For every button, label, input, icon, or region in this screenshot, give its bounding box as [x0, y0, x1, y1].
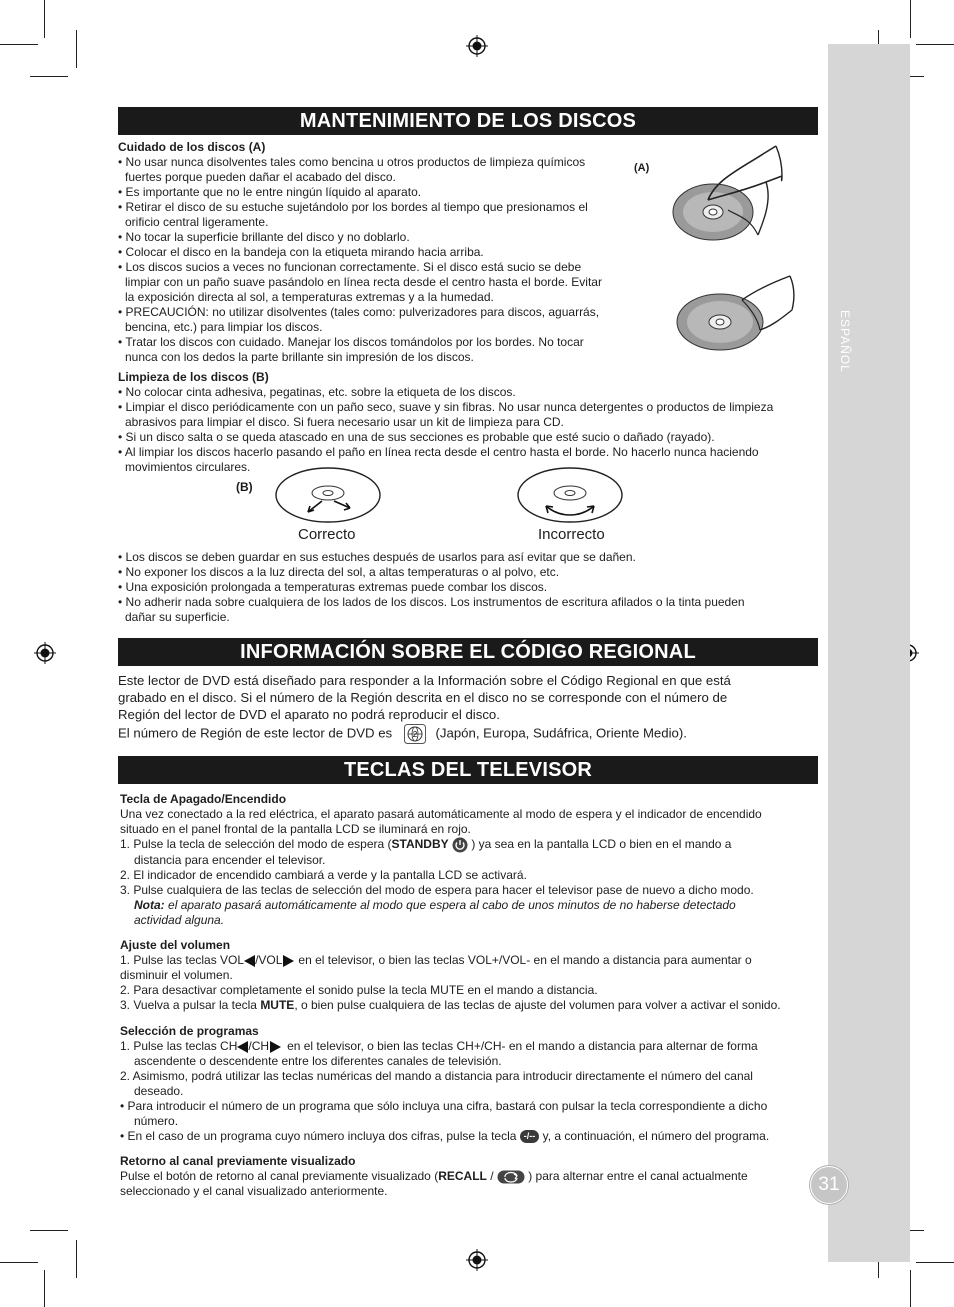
- list-item: número.: [134, 1114, 179, 1128]
- list-item: fuertes porque pueden dañar el acabado del disco.: [125, 170, 396, 184]
- paragraph-line: Este lector de DVD está diseñado para responder a la Información sobre el Código Regional en que está: [118, 673, 731, 688]
- list-item: dañar su superficie.: [125, 610, 230, 624]
- registration-mark-icon: [466, 1249, 488, 1271]
- side-language-label: ESPAÑOL: [838, 310, 852, 373]
- crop-mark: [916, 1262, 954, 1263]
- text-run: /: [486, 1169, 497, 1183]
- hand-holding-disc-illustration: [668, 140, 798, 252]
- text-run: /CH: [248, 1039, 270, 1053]
- note-label: Nota:: [134, 898, 165, 912]
- text-run: ) para alternar entre el canal actualmente: [528, 1169, 748, 1183]
- disc-cleaning-heading: Limpieza de los discos (B): [118, 370, 269, 384]
- list-item: • No usar nunca disolventes tales como bencina u otros productos de limpieza químicos: [118, 155, 586, 169]
- list-item: 3. Pulse cualquiera de las teclas de selección del modo de espera para hacer el televisor pase de nuevo a dicho modo.: [120, 883, 754, 897]
- text-run: en el televisor, o bien las teclas CH+/CH- en el mando a distancia para alternar de forma: [287, 1039, 758, 1053]
- volume-heading: Ajuste del volumen: [120, 938, 231, 952]
- note-line: actividad alguna.: [134, 913, 225, 927]
- list-item: • Retirar el disco de su estuche sujetándolo por los bordes al tiempo que presionamos el: [118, 200, 588, 214]
- disc-cleaning-illustration: [672, 270, 797, 370]
- list-item: bencina, etc.) para limpiar los discos.: [125, 320, 323, 334]
- paragraph-line: seleccionado y el canal visualizado anteriormente.: [120, 1184, 388, 1198]
- list-item: la exposición directa al sol, a temperaturas extremas y a la humedad.: [125, 290, 494, 304]
- list-item: • No adherir nada sobre cualquiera de los lados de los discos. Los instrumentos de escritura afilados o la tinta pueden: [118, 595, 745, 609]
- digit-key-badge: -/--: [520, 1130, 540, 1143]
- power-icon: [452, 837, 468, 853]
- right-arrow-icon: [270, 1041, 281, 1053]
- list-item: • No exponer los discos a la luz directa del sol, a altas temperaturas o al polvo, etc.: [118, 565, 560, 579]
- crop-mark: [916, 44, 954, 45]
- crop-mark: [76, 30, 77, 68]
- list-item: • PRECAUCIÓN: no utilizar disolventes (tales como: pulverizadores para discos, aguarrás,: [118, 305, 600, 319]
- list-item: 2. El indicador de encendido cambiará a verde y la pantalla LCD se activará.: [120, 868, 527, 882]
- list-item: • Los discos sucios a veces no funcionan correctamente. Si el disco está sucio se debe: [118, 260, 582, 274]
- crop-mark: [0, 44, 38, 45]
- crop-mark: [910, 0, 911, 38]
- text-run: 3. Vuelva a pulsar la tecla: [120, 998, 257, 1012]
- list-item: 2. Para desactivar completamente el sonido pulse la tecla MUTE en el mando a distancia.: [120, 983, 598, 997]
- note-line: [120, 898, 826, 913]
- list-item: • Limpiar el disco periódicamente con un paño seco, suave y sin fibras. No usar nunca detergentes o productos de limpieza: [118, 400, 774, 414]
- text-run: ) ya sea en la pantalla LCD o bien en el mando a: [471, 837, 732, 852]
- recall-button-icon: [497, 1170, 525, 1184]
- list-item: deseado.: [134, 1084, 184, 1098]
- program-block: [120, 1024, 826, 1144]
- region-line-start: El número de Región de este lector de DVD es: [118, 725, 393, 741]
- side-tab: [828, 44, 910, 1262]
- list-item: ascendente o descendente entre los diferentes canales de televisión.: [134, 1054, 502, 1068]
- list-item: abrasivos para limpiar el disco. Si fuera necesario usar un kit de limpieza para CD.: [125, 415, 564, 429]
- list-item: • Es importante que no le entre ningún líquido al aparato.: [118, 185, 422, 199]
- text-run: el aparato pasará automáticamente al modo que espera al cabo de unos minutos de no haberse detectado: [168, 898, 736, 912]
- paragraph-line: Región del lector de DVD el aparato no podrá reproducir el disco.: [118, 707, 500, 722]
- list-item: • Tratar los discos con cuidado. Manejar los discos tomándolos por los bordes. No tocar: [118, 335, 584, 349]
- crop-mark: [30, 1230, 68, 1231]
- section-title-regional-code: INFORMACIÓN SOBRE EL CÓDIGO REGIONAL: [118, 638, 818, 666]
- program-heading: Selección de programas: [120, 1024, 259, 1038]
- svg-text:2: 2: [412, 730, 418, 739]
- disc-care-heading: Cuidado de los discos (A): [118, 140, 266, 154]
- left-arrow-icon: [244, 955, 255, 967]
- crop-mark: [910, 1270, 911, 1307]
- list-item: [120, 998, 826, 1013]
- text-run: en el televisor, o bien las teclas VOL+/VOL- en el mando a distancia para aumentar o: [298, 953, 752, 967]
- registration-mark-icon: [466, 35, 488, 57]
- list-item: [120, 837, 826, 853]
- list-item: • Para introducir el número de un programa que sólo incluya una cifra, bastará con pulsar la tecla correspondiente a dicho: [120, 1099, 768, 1113]
- incorrect-cleaning-disc-icon: [516, 466, 624, 524]
- list-item: • Una exposición prolongada a temperaturas extremas puede combar los discos.: [118, 580, 548, 594]
- disc-storage-block: [118, 550, 820, 625]
- list-item: • Colocar el disco en la bandeja con la etiqueta mirando hacia arriba.: [118, 245, 484, 259]
- mute-key-label: MUTE: [260, 998, 295, 1012]
- section-title-disc-maintenance: MANTENIMIENTO DE LOS DISCOS: [118, 107, 818, 135]
- list-item: • Al limpiar los discos hacerlo pasando el paño en línea recta desde el centro hasta el borde. No hacerlo nunca haciendo: [118, 445, 759, 459]
- list-item: • No colocar cinta adhesiva, pegatinas, etc. sobre la etiqueta de los discos.: [118, 385, 516, 399]
- text-run: 1. Pulse las teclas VOL: [120, 953, 245, 967]
- paragraph-line: situado en el panel frontal de la pantalla LCD se iluminará en rojo.: [120, 822, 471, 836]
- crop-mark: [30, 76, 68, 77]
- volume-block: [120, 938, 826, 1013]
- text-run: y, a continuación, el número del programa.: [542, 1129, 770, 1143]
- figure-b-label: (B): [236, 480, 253, 494]
- recall-block: [120, 1154, 810, 1199]
- crop-mark: [44, 0, 45, 38]
- list-item: [120, 1039, 826, 1054]
- list-item: [120, 1129, 826, 1144]
- list-item: • No tocar la superficie brillante del disco y no doblarlo.: [118, 230, 410, 244]
- standby-key-label: STANDBY: [391, 837, 449, 852]
- disc-care-block: [118, 140, 638, 365]
- crop-mark: [0, 1262, 38, 1263]
- region-number-line: [118, 724, 822, 744]
- text-run: /VOL: [255, 953, 283, 967]
- registration-mark-icon: [34, 642, 56, 664]
- page-number: 31: [810, 1166, 848, 1204]
- right-arrow-icon: [283, 955, 294, 967]
- list-item: distancia para encender el televisor.: [134, 853, 326, 867]
- list-item: • Los discos se deben guardar en sus estuches después de usarlos para así evitar que se dañen.: [118, 550, 636, 564]
- paragraph-line: grabado en el disco. Si el número de la Región descrita en el disco no se corresponde con el número de: [118, 690, 728, 705]
- list-item: disminuir el volumen.: [120, 968, 233, 982]
- list-item: movimientos circulares.: [125, 460, 251, 474]
- recall-heading: Retorno al canal previamente visualizado: [120, 1154, 356, 1168]
- region-2-globe-icon: [404, 724, 426, 744]
- list-item: orificio central ligeramente.: [125, 215, 269, 229]
- paragraph-line: Una vez conectado a la red eléctrica, el aparato pasará automáticamente al modo de espera y el indicador de encendido: [120, 807, 762, 821]
- power-heading: Tecla de Apagado/Encendido: [120, 792, 287, 806]
- power-block: [120, 792, 826, 928]
- crop-mark: [44, 1270, 45, 1307]
- text-run: 1. Pulse la tecla de selección del modo de espera (: [120, 837, 392, 852]
- region-line-end: (Japón, Europa, Sudáfrica, Oriente Medio).: [435, 725, 687, 741]
- correct-cleaning-disc-icon: [274, 466, 382, 524]
- figure-a-label: (A): [634, 162, 650, 174]
- list-item: 2. Asimismo, podrá utilizar las teclas numéricas del mando a distancia para introducir directamente el número del canal: [120, 1069, 753, 1083]
- list-item: nunca con los dedos la parte brillante sin impresión de los discos.: [125, 350, 474, 364]
- crop-mark: [76, 1240, 77, 1278]
- list-item: limpiar con un paño suave pasándolo en línea recta desde el centro hasta el borde. Evitar: [125, 275, 602, 289]
- disc-cleaning-block: [118, 370, 820, 475]
- recall-key-label: RECALL: [438, 1169, 487, 1183]
- correct-label: Correcto: [298, 526, 356, 543]
- incorrect-label: Incorrecto: [538, 526, 605, 543]
- text-run: Pulse el botón de retorno al canal previamente visualizado (: [120, 1169, 439, 1183]
- list-item: • Si un disco salta o se queda atascado en una de sus secciones es probable que esté sucio o dañado (rayado).: [118, 430, 715, 444]
- text-run: , o bien pulse cualquiera de las teclas de ajuste del volumen para volver a activar el sonido.: [294, 998, 781, 1012]
- left-arrow-icon: [237, 1041, 248, 1053]
- text-run: • En el caso de un programa cuyo número incluya dos cifras, pulse la tecla: [120, 1129, 517, 1143]
- regional-code-block: [118, 672, 822, 744]
- section-title-tv-keys: TECLAS DEL TELEVISOR: [118, 756, 818, 784]
- list-item: [120, 953, 826, 968]
- paragraph-line: [120, 1169, 810, 1184]
- text-run: 1. Pulse las teclas CH: [120, 1039, 238, 1053]
